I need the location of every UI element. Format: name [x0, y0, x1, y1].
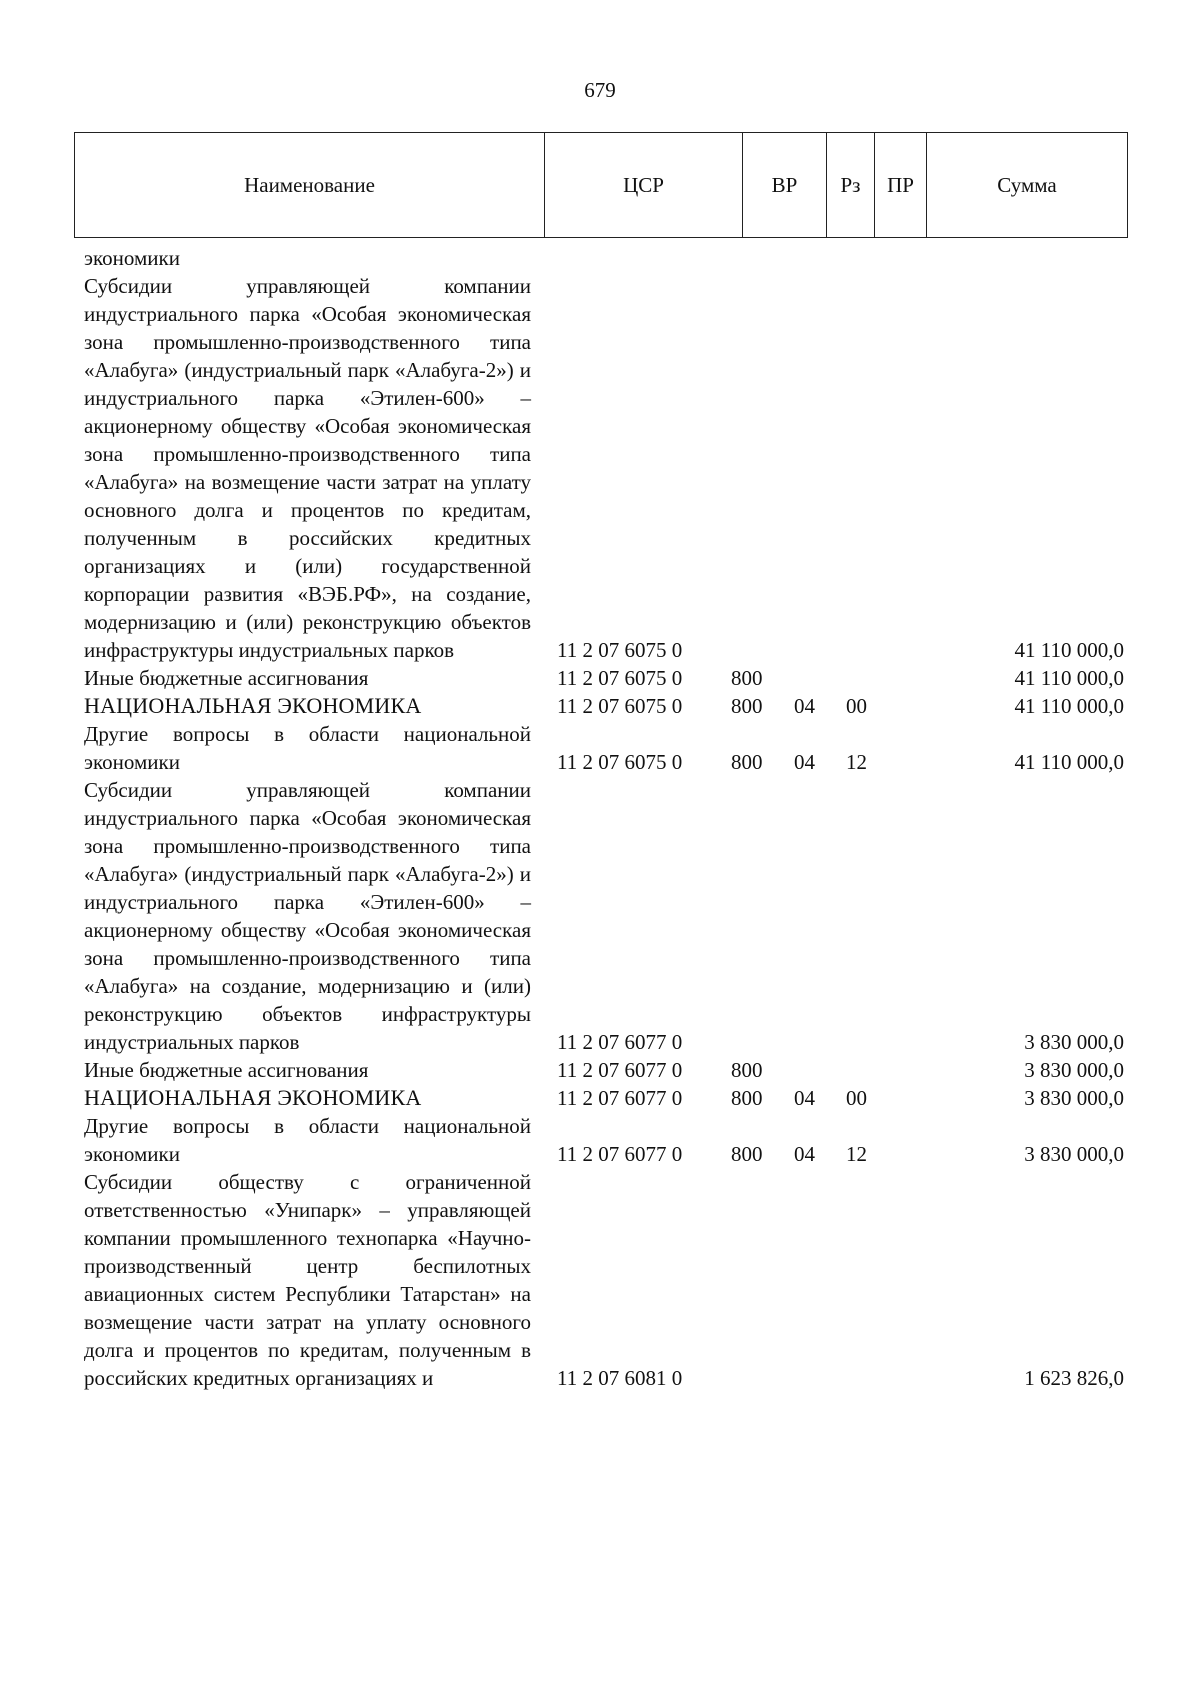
- row-csr: 11 2 07 6075 0: [557, 638, 683, 662]
- row-name: Субсидии управляющей компании индустриального парка «Особая экономическая зона промышленно-производственного типа «Алабуга» (индустриальный парк «Алабуга-2») и индустриального парка «Этилен-600» – акционерному обществу «Особая экономическая зона промышленно-производственного типа «Алабуга» на возмещение части затрат на уплату основного долга и процентов по кредитам, полученным в российских кредитных организациях и (или) государственной корпорации развития «ВЭБ.РФ», на создание, модернизацию и (или) реконструкцию объектов инфраструктуры индустриальных парков: [84, 274, 531, 662]
- row-name: Иные бюджетные ассигнования: [84, 666, 369, 690]
- row-csr: 11 2 07 6075 0: [557, 694, 683, 718]
- table-row: [84, 1084, 1124, 1112]
- row-csr: 11 2 07 6077 0: [557, 1086, 683, 1110]
- row-sum: 3 830 000,0: [1024, 1030, 1124, 1054]
- row-csr: 11 2 07 6075 0: [557, 666, 683, 690]
- row-vr: 800: [731, 666, 763, 690]
- row-pr: 12: [846, 1142, 867, 1166]
- header-rz: Рз: [827, 133, 875, 237]
- table-header: [74, 132, 1128, 238]
- row-name: Другие вопросы в области национальной экономики: [84, 1114, 531, 1166]
- row-csr: 11 2 07 6077 0: [557, 1030, 683, 1054]
- row-sum: 3 830 000,0: [1024, 1142, 1124, 1166]
- header-vr: ВР: [743, 133, 827, 237]
- row-name: НАЦИОНАЛЬНАЯ ЭКОНОМИКА: [84, 693, 422, 718]
- row-sum: 1 623 826,0: [1024, 1366, 1124, 1390]
- row-csr: 11 2 07 6077 0: [557, 1058, 683, 1082]
- row-pr: 00: [846, 1086, 867, 1110]
- row-vr: 800: [731, 694, 763, 718]
- header-name: Наименование: [75, 133, 545, 237]
- row-name: Субсидии обществу с ограниченной ответственностью «Унипарк» – управляющей компании промышленного технопарка «Научно-производственный центр беспилотных авиационных систем Республики Татарстан» на возмещение части затрат на уплату основного долга и процентов по кредитам, полученным в российских кредитных организациях и: [84, 1170, 531, 1390]
- row-rz: 04: [794, 1142, 815, 1166]
- row-rz: 04: [794, 1086, 815, 1110]
- row-sum: 41 110 000,0: [1014, 694, 1124, 718]
- table-row: [84, 244, 1124, 272]
- row-name: Субсидии управляющей компании индустриального парка «Особая экономическая зона промышленно-производственного типа «Алабуга» (индустриальный парк «Алабуга-2») и индустриального парка «Этилен-600» – акционерному обществу «Особая экономическая зона промышленно-производственного типа «Алабуга» на создание, модернизацию и (или) реконструкцию объектов инфраструктуры индустриальных парков: [84, 778, 531, 1054]
- row-sum: 3 830 000,0: [1024, 1086, 1124, 1110]
- table-body: [84, 244, 1124, 1392]
- row-vr: 800: [731, 1058, 763, 1082]
- row-sum: 3 830 000,0: [1024, 1058, 1124, 1082]
- row-sum: 41 110 000,0: [1014, 638, 1124, 662]
- page-number: 679: [584, 78, 616, 102]
- table-row: [84, 1112, 1124, 1168]
- table-row: [84, 720, 1124, 776]
- row-vr: 800: [731, 750, 763, 774]
- table-row: [84, 664, 1124, 692]
- row-csr: 11 2 07 6077 0: [557, 1142, 683, 1166]
- row-name: Другие вопросы в области национальной экономики: [84, 722, 531, 774]
- table-row: [84, 1168, 1124, 1392]
- header-sum: Сумма: [997, 172, 1057, 197]
- header-pr: ПР: [875, 133, 927, 237]
- table-row: [84, 272, 1124, 664]
- row-vr: 800: [731, 1142, 763, 1166]
- row-rz: 04: [794, 694, 815, 718]
- table-row: [84, 1056, 1124, 1084]
- row-pr: 00: [846, 694, 867, 718]
- row-csr: 11 2 07 6081 0: [557, 1366, 683, 1390]
- row-sum: 41 110 000,0: [1014, 666, 1124, 690]
- table-row: [84, 776, 1124, 1056]
- table-row: [84, 692, 1124, 720]
- row-name: экономики: [84, 246, 180, 270]
- row-name: Иные бюджетные ассигнования: [84, 1058, 369, 1082]
- row-vr: 800: [731, 1086, 763, 1110]
- row-rz: 04: [794, 750, 815, 774]
- row-sum: 41 110 000,0: [1014, 750, 1124, 774]
- row-pr: 12: [846, 750, 867, 774]
- header-csr: ЦСР: [545, 133, 743, 237]
- row-name: НАЦИОНАЛЬНАЯ ЭКОНОМИКА: [84, 1085, 422, 1110]
- row-csr: 11 2 07 6075 0: [557, 750, 683, 774]
